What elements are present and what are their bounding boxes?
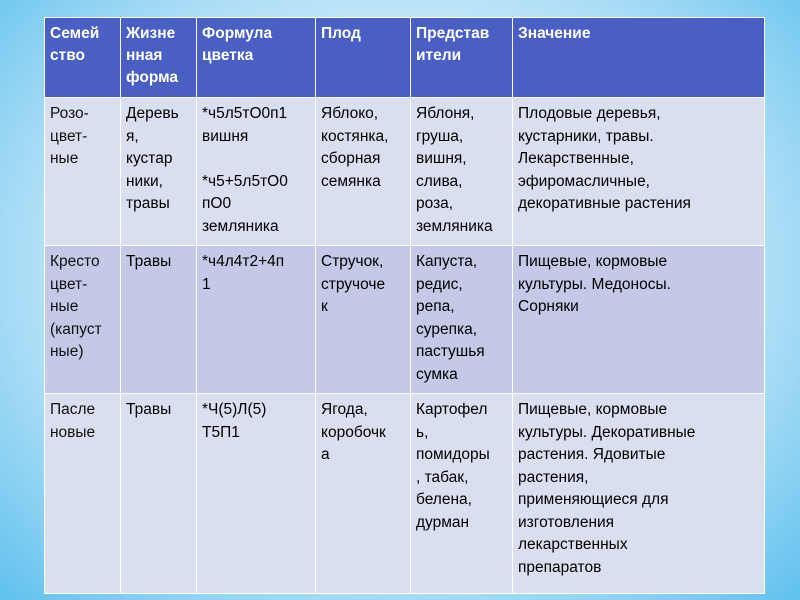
cell-family: Кресто цвет- ные (капуст ные) (45, 246, 121, 394)
header-fruit: Плод (316, 18, 411, 98)
cell-family: Розо- цвет- ные (45, 98, 121, 246)
header-representatives: Представ ители (411, 18, 513, 98)
table-row-solanaceae (45, 394, 765, 594)
header-life-form: Жизне нная форма (121, 18, 197, 98)
table-row-rosaceae (45, 98, 765, 246)
cell-life-form: Травы (121, 246, 197, 394)
cell-significance: Пищевые, кормовые культуры. Медоносы. Сорняки (513, 246, 765, 394)
header-flower-formula: Формула цветка (197, 18, 316, 98)
table-header-row (45, 18, 765, 98)
header-significance: Значение (513, 18, 765, 98)
cell-representatives: Капуста, редис, репа, сурепка, пастушья сумка (411, 246, 513, 394)
cell-fruit: Яблоко, костянка, сборная семянка (316, 98, 411, 246)
cell-fruit: Ягода, коробочк а (316, 394, 411, 594)
slide-table-container (44, 17, 764, 594)
cell-fruit: Стручок, стручоче к (316, 246, 411, 394)
table-row-brassicaceae (45, 246, 765, 394)
cell-significance: Пищевые, кормовые культуры. Декоративные растения. Ядовитые растения, применяющиеся для изготовления лекарственных препаратов (513, 394, 765, 594)
cell-flower-formula: *Ч(5)Л(5) Т5П1 (197, 394, 316, 594)
plant-families-table (44, 17, 765, 594)
header-family: Семей ство (45, 18, 121, 98)
cell-representatives: Яблоня, груша, вишня, слива, роза, земляника (411, 98, 513, 246)
cell-life-form: Травы (121, 394, 197, 594)
cell-flower-formula: *ч5л5тО0п1 вишня *ч5+5л5тО0 пО0 земляника (197, 98, 316, 246)
cell-significance: Плодовые деревья, кустарники, травы. Лекарственные, эфиромасличные, декоративные растения (513, 98, 765, 246)
cell-life-form: Деревь я, кустар ники, травы (121, 98, 197, 246)
cell-family: Пасле новые (45, 394, 121, 594)
cell-representatives: Картофел ь, помидоры , табак, белена, дурман (411, 394, 513, 594)
cell-flower-formula: *ч4л4т2+4п 1 (197, 246, 316, 394)
